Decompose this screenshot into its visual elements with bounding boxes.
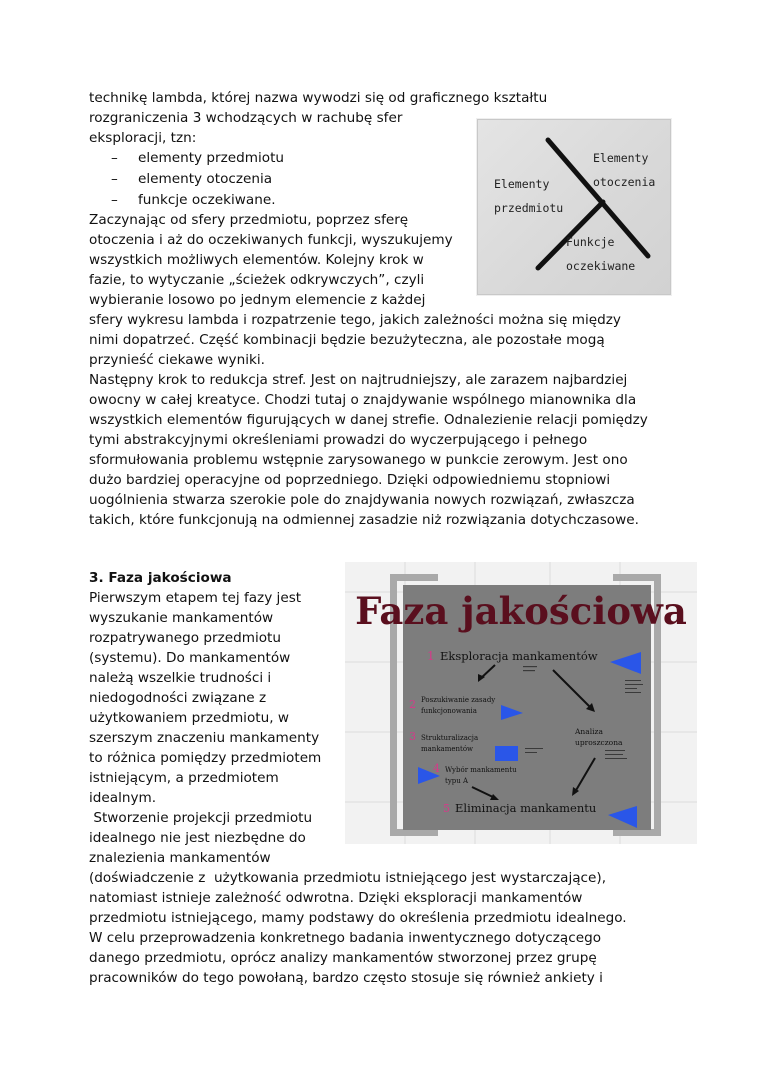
side-label: Analiza <box>575 727 603 736</box>
body-text-line: wyszukanie mankamentów <box>89 610 274 626</box>
label-elementy-otoczenia-2: otoczenia <box>593 175 656 189</box>
step-number: 3 <box>409 730 416 743</box>
body-text-line: fazie, to wytyczanie „ścieżek odkrywczych”, czyli <box>89 272 425 288</box>
body-text-line: szerszym znaczeniu mankamenty <box>89 730 320 746</box>
body-text-line: (doświadczenie z użytkowania przedmiotu istniejącego jest wystarczające), <box>89 870 607 886</box>
body-text-line: wybieranie losowo po jednym elemencie z każdej <box>89 292 426 308</box>
step-label: funkcjonowania <box>421 707 477 715</box>
label-elementy-przedmiotu-2: przedmiotu <box>494 201 564 215</box>
body-text-line: otoczenia i aż do oczekiwanych funkcji, wyszukujemy <box>89 232 453 248</box>
body-text-line: przynieść ciekawe wyniki. <box>89 352 265 368</box>
bullet-item: funkcje oczekiwane. <box>138 192 276 208</box>
body-text-line: uogólnienia stwarza szerokie pole do znajdywania nowych rozwiązań, zwłaszcza <box>89 492 635 508</box>
body-text-line: niedogodności związane z <box>89 690 267 706</box>
label-elementy-przedmiotu: Elementy <box>494 177 550 191</box>
section-heading: 3. Faza jakościowa <box>89 570 232 586</box>
body-text-line: użytkowaniem przedmiotu, w <box>89 710 289 726</box>
body-text-line: danego przedmiotu, oprócz analizy mankamentów stworzonej przez grupę <box>89 950 597 966</box>
step-label: mankamentów <box>421 745 474 753</box>
body-text-line: eksploracji, tzn: <box>89 130 197 146</box>
body-text-line: Pierwszym etapem tej fazy jest <box>89 590 302 606</box>
body-text-line: Stworzenie projekcji przedmiotu <box>89 810 313 826</box>
side-label: uproszczona <box>575 738 623 747</box>
step-label: Wybór mankamentu <box>445 766 517 774</box>
step-number: 4 <box>433 762 440 775</box>
body-text-line: (systemu). Do mankamentów <box>89 650 291 666</box>
body-text-line: takich, które funkcjonują na odmiennej zasadzie niż rozwiązania dotychczasowe. <box>89 512 639 528</box>
step-label: typu A <box>445 777 469 785</box>
body-text-line: pracowników do tego powołaną, bardzo często stosuje się również ankiety i <box>89 970 603 986</box>
body-text-line: sformułowania problemu wstępnie zarysowanego w punkcie zerowym. Jest ono <box>89 452 628 468</box>
step-label: Poszukiwanie zasady <box>421 696 496 704</box>
body-text-line: rozgraniczenia 3 wchodzących w rachubę sfer <box>89 110 403 126</box>
body-text-line: Zaczynając od sfery przedmiotu, poprzez sferę <box>89 212 409 228</box>
bullet-item: elementy przedmiotu <box>138 150 285 166</box>
step-number: 1 <box>427 649 435 663</box>
faza-jakosciowa-slide-image <box>345 562 697 844</box>
slide-title: Faza jakościowa <box>355 589 687 633</box>
body-text-line: rozpatrywanego przedmiotu <box>89 630 281 646</box>
body-text-line: owocny w całej kreatyce. Chodzi tutaj o znajdywanie wspólnego mianownika dla <box>89 392 637 408</box>
body-text-line: sfery wykresu lambda i rozpatrzenie tego, jakich zależności można się między <box>89 312 621 328</box>
body-text-line: nimi dopatrzeć. Część kombinacji będzie bezużyteczna, ale pozostałe mogą <box>89 332 605 348</box>
blue-box-icon <box>495 746 518 761</box>
dash-bullet-icon: – <box>111 150 118 166</box>
body-text-line: istniejącym, a przedmiotem <box>89 770 279 786</box>
body-text-line: dużo bardziej operacyjne od poprzedniego. Dzięki odpowiedniemu stopniowi <box>89 472 611 488</box>
body-text-line: znalezienia mankamentów <box>89 850 271 866</box>
body-text-line: wszystkich możliwych elementów. Kolejny krok w <box>89 252 424 268</box>
body-text-line: natomiast istnieje zależność odwrotna. Dzięki eksploracji mankamentów <box>89 890 583 906</box>
body-text-line: należą wszelkie trudności i <box>89 670 272 686</box>
body-text-line: W celu przeprowadzenia konkretnego badania inwentycznego dotyczącego <box>89 930 602 946</box>
bullet-item: elementy otoczenia <box>138 171 273 187</box>
dash-bullet-icon: – <box>111 171 118 187</box>
body-text-line: idealnym. <box>89 790 157 806</box>
body-text-line: to różnica pomiędzy przedmiotem <box>89 750 322 766</box>
body-text-line: technikę lambda, której nazwa wywodzi się od graficznego kształtu <box>89 90 548 106</box>
step-label: Strukturalizacja <box>421 734 479 742</box>
step-number: 5 <box>443 802 450 815</box>
label-funkcje-oczekiwane-2: oczekiwane <box>566 259 636 273</box>
body-text-line: wszystkich elementów figurujących w danej strefie. Odnalezienie relacji pomiędzy <box>89 412 648 428</box>
step-label: Eliminacja mankamentu <box>455 801 597 815</box>
body-text-line: tymi abstrakcyjnymi określeniami prowadzi do wyczerpującego i pełnego <box>89 432 588 448</box>
body-text-line: przedmiotu istniejącego, mamy podstawy do określenia przedmiotu idealnego. <box>89 910 627 926</box>
step-number: 2 <box>409 698 416 711</box>
body-text-line: Następny krok to redukcja stref. Jest on najtrudniejszy, ale zarazem najbardziej <box>89 372 628 388</box>
step-label: Eksploracja mankamentów <box>440 649 598 663</box>
label-elementy-otoczenia: Elementy <box>593 151 649 165</box>
dash-bullet-icon: – <box>111 192 118 208</box>
label-funkcje-oczekiwane: Funkcje <box>566 235 615 249</box>
body-text-line: idealnego nie jest niezbędne do <box>89 830 306 846</box>
lambda-diagram-image <box>477 119 671 295</box>
